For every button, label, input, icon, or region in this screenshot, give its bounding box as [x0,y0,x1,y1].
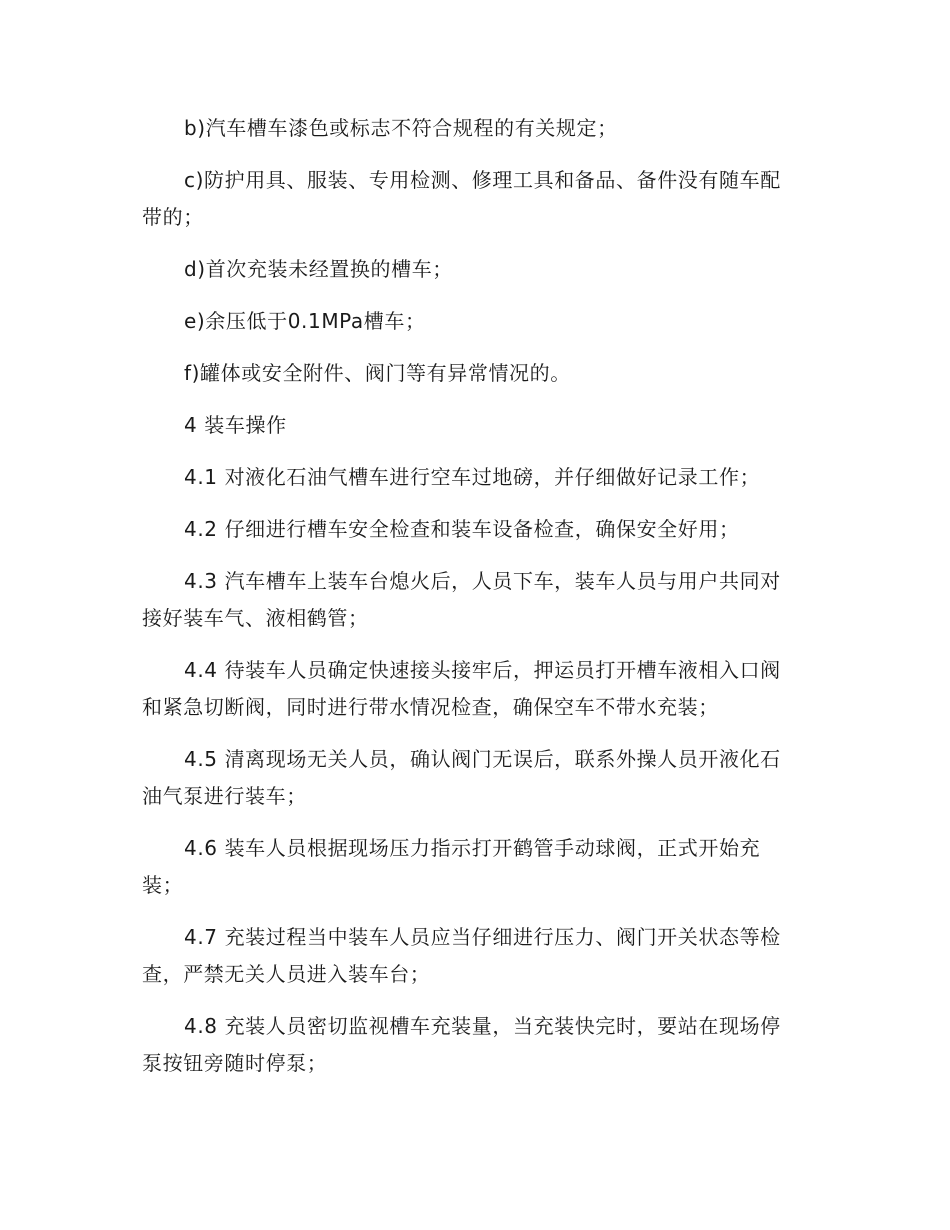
section-heading-4: 4 装车操作 [184,413,287,437]
paragraph-4-2: 4.2 仔细进行槽车安全检查和装车设备检查，确保安全好用； [184,517,740,541]
paragraph-4-5: 4.5 清离现场无关人员，确认阀门无误后，联系外操人员开液化石油气泵进行装车； [142,747,781,808]
paragraph-d: d)首次充装未经置换的槽车； [184,257,453,281]
paragraph-4-6: 4.6 装车人员根据现场压力指示打开鹤管手动球阀，正式开始充装； [142,836,761,897]
paragraph-f: f)罐体或安全附件、阀门等有异常情况的。 [184,361,571,385]
paragraph-b: b)汽车槽车漆色或标志不符合规程的有关规定； [184,116,618,140]
paragraph-c: c)防护用具、服装、专用检测、修理工具和备品、备件没有随车配带的； [142,168,781,229]
paragraph-e: e)余压低于0.1MPa槽车； [184,309,426,333]
paragraph-4-1: 4.1 对液化石油气槽车进行空车过地磅，并仔细做好记录工作； [184,465,761,489]
paragraph-4-3: 4.3 汽车槽车上装车台熄火后，人员下车，装车人员与用户共同对接好装车气、液相鹤管； [142,569,781,630]
paragraph-4-7: 4.7 充装过程当中装车人员应当仔细进行压力、阀门开关状态等检查，严禁无关人员进入装车台； [142,925,781,986]
paragraph-4-8: 4.8 充装人员密切监视槽车充装量，当充装快完时，要站在现场停泵按钮旁随时停泵； [142,1014,781,1075]
paragraph-4-4: 4.4 待装车人员确定快速接头接牢后，押运员打开槽车液相入口阀和紧急切断阀，同时进行带水情况检查，确保空车不带水充装； [142,658,781,719]
